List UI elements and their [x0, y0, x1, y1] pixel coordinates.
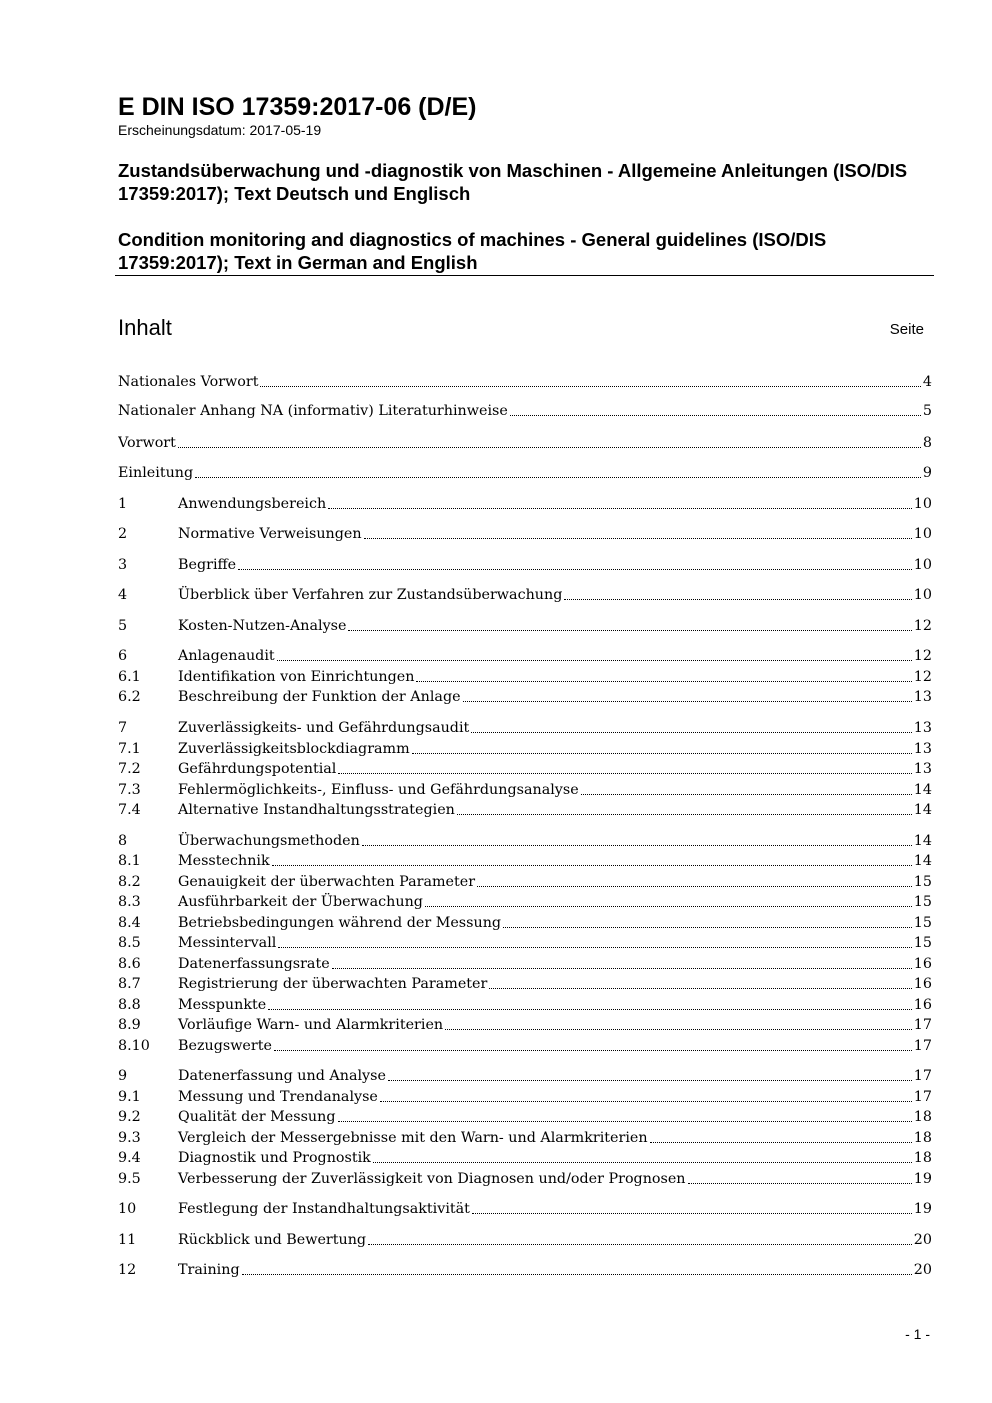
toc-entry-title: Ausführbarkeit der Überwachung — [178, 894, 423, 910]
toc-entry[interactable] — [118, 933, 932, 953]
toc-dot-leader — [338, 773, 911, 774]
toc-entry-number: 8 — [118, 833, 128, 849]
toc-entry[interactable] — [118, 1199, 932, 1219]
toc-dot-leader — [278, 947, 911, 948]
toc-entry-page: 17 — [913, 1017, 932, 1033]
toc-dot-leader — [457, 814, 912, 815]
toc-dot-leader — [373, 1162, 912, 1163]
toc-entry-title: Begriffe — [178, 557, 237, 573]
toc-entry-number: 6.1 — [118, 669, 141, 685]
toc-entry-number: 3 — [118, 557, 128, 573]
toc-dot-leader — [416, 681, 911, 682]
toc-heading: Inhalt — [118, 315, 172, 340]
toc-dot-leader — [477, 886, 912, 887]
toc-entry[interactable] — [118, 851, 932, 871]
toc-dot-leader — [380, 1101, 912, 1102]
toc-entry-page: 14 — [913, 802, 932, 818]
toc-entry-title: Normative Verweisungen — [178, 526, 362, 542]
toc-dot-leader — [412, 753, 912, 754]
toc-entry[interactable] — [118, 831, 932, 851]
toc-entry-number: 5 — [118, 618, 128, 634]
toc-entry[interactable] — [118, 1036, 932, 1056]
toc-entry-page: 5 — [922, 403, 932, 419]
toc-entry-number: 7.3 — [118, 782, 141, 798]
toc-entry-title: Betriebsbedingungen während der Messung — [178, 915, 502, 931]
toc-entry[interactable] — [118, 1107, 932, 1127]
toc-entry-title: Nationaler Anhang NA (informativ) Literaturhinweise — [118, 403, 508, 419]
toc-entry-title: Training — [178, 1262, 240, 1278]
toc-entry[interactable] — [118, 616, 932, 636]
toc-entry-number: 9.4 — [118, 1150, 141, 1166]
toc-page-heading: Seite — [889, 321, 924, 338]
toc-dot-leader — [510, 415, 921, 416]
toc-dot-leader — [272, 865, 912, 866]
toc-entry-title: Rückblick und Bewertung — [178, 1232, 367, 1248]
toc-entry-page: 15 — [913, 874, 932, 890]
toc-entry-page: 18 — [913, 1150, 932, 1166]
toc-entry-title: Datenerfassung und Analyse — [178, 1068, 386, 1084]
toc-entry-title: Einleitung — [118, 465, 194, 481]
toc-dot-leader — [348, 630, 911, 631]
toc-dot-leader — [362, 845, 912, 846]
toc-entry-title: Fehlermöglichkeits-, Einfluss- und Gefährdungsanalyse — [178, 782, 579, 798]
toc-entry-number: 7 — [118, 720, 128, 736]
toc-entry-number: 8.1 — [118, 853, 141, 869]
toc-entry-page: 20 — [913, 1262, 932, 1278]
toc-entry-title: Messtechnik — [178, 853, 270, 869]
toc-entry[interactable] — [118, 995, 932, 1015]
toc-entry-page: 10 — [913, 496, 932, 512]
toc-entry-page: 13 — [913, 689, 932, 705]
toc-entry-number: 8.5 — [118, 935, 141, 951]
toc-dot-leader — [268, 1009, 912, 1010]
toc-entry-page: 17 — [913, 1068, 932, 1084]
toc-dot-leader — [425, 906, 912, 907]
toc-entry[interactable] — [118, 463, 932, 483]
toc-entry[interactable] — [118, 1128, 932, 1148]
toc-entry-number: 11 — [118, 1232, 137, 1248]
toc-entry[interactable] — [118, 759, 932, 779]
toc-entry-title: Identifikation von Einrichtungen — [178, 669, 415, 685]
toc-entry[interactable] — [118, 555, 932, 575]
toc-dot-leader — [471, 732, 912, 733]
toc-entry-number: 8.3 — [118, 894, 141, 910]
toc-entry-number: 8.10 — [118, 1038, 150, 1054]
header-divider — [115, 275, 934, 276]
toc-entry-number: 7.1 — [118, 741, 141, 757]
toc-entry-page: 16 — [913, 976, 932, 992]
toc-entry-title: Zuverlässigkeits- und Gefährdungsaudit — [178, 720, 470, 736]
toc-entry-number: 8.9 — [118, 1017, 141, 1033]
toc-entry[interactable] — [118, 687, 932, 707]
toc-entry-page: 12 — [913, 618, 932, 634]
toc-entry-page: 17 — [913, 1038, 932, 1054]
toc-entry[interactable] — [118, 372, 932, 392]
toc-dot-leader — [503, 927, 912, 928]
toc-dot-leader — [195, 477, 921, 478]
toc-entry-page: 16 — [913, 956, 932, 972]
toc-dot-leader — [463, 701, 912, 702]
toc-entry-page: 9 — [922, 465, 932, 481]
toc-dot-leader — [260, 386, 920, 387]
toc-entry-title: Bezugswerte — [178, 1038, 272, 1054]
title-german: Zustandsüberwachung und -diagnostik von Maschinen - Allgemeine Anleitungen (ISO/DIS 17359:2017); Text Deutsch und Englisch — [118, 160, 908, 204]
toc-entry-title: Vergleich der Messergebnisse mit den Warn- und Alarmkriterien — [178, 1130, 648, 1146]
toc-dot-leader — [564, 599, 911, 600]
toc-entry-number: 8.4 — [118, 915, 141, 931]
toc-entry-page: 14 — [913, 782, 932, 798]
toc-entry-title: Messpunkte — [178, 997, 267, 1013]
document-title: E DIN ISO 17359:2017-06 (D/E) — [118, 93, 477, 121]
toc-entry-title: Qualität der Messung — [178, 1109, 336, 1125]
toc-entry-title: Genauigkeit der überwachten Parameter — [178, 874, 476, 890]
toc-entry-page: 19 — [913, 1171, 932, 1187]
toc-entry[interactable] — [118, 401, 932, 421]
toc-entry[interactable] — [118, 872, 932, 892]
toc-entry[interactable] — [118, 780, 932, 800]
toc-entry[interactable] — [118, 1148, 932, 1168]
toc-dot-leader — [688, 1183, 912, 1184]
toc-entry-number: 4 — [118, 587, 128, 603]
toc-entry-page: 15 — [913, 935, 932, 951]
toc-dot-leader — [368, 1244, 912, 1245]
toc-dot-leader — [328, 508, 912, 509]
toc-entry-number: 2 — [118, 526, 128, 542]
toc-entry-title: Registrierung der überwachten Parameter — [178, 976, 488, 992]
toc-entry-page: 13 — [913, 761, 932, 777]
toc-entry[interactable] — [118, 494, 932, 514]
toc-dot-leader — [364, 538, 912, 539]
toc-entry-title: Anlagenaudit — [178, 648, 275, 664]
toc-entry-page: 14 — [913, 853, 932, 869]
toc-entry-page: 15 — [913, 894, 932, 910]
toc-entry-title: Messung und Trendanalyse — [178, 1089, 378, 1105]
toc-entry-number: 8.6 — [118, 956, 141, 972]
toc-entry[interactable] — [118, 974, 932, 994]
toc-entry-page: 20 — [913, 1232, 932, 1248]
toc-entry-number: 7.2 — [118, 761, 141, 777]
toc-entry-page: 18 — [913, 1130, 932, 1146]
toc-entry[interactable] — [118, 1230, 932, 1250]
toc-entry[interactable] — [118, 800, 932, 820]
toc-entry-page: 10 — [913, 587, 932, 603]
toc-entry-page: 10 — [913, 526, 932, 542]
toc-entry[interactable] — [118, 718, 932, 738]
page-number: - 1 - — [905, 1326, 930, 1342]
toc-entry[interactable] — [118, 1087, 932, 1107]
toc-entry-title: Festlegung der Instandhaltungsaktivität — [178, 1201, 470, 1217]
toc-entry-title: Nationales Vorwort — [118, 374, 259, 390]
toc-entry[interactable] — [118, 892, 932, 912]
toc-entry[interactable] — [118, 1169, 932, 1189]
toc-entry-title: Beschreibung der Funktion der Anlage — [178, 689, 461, 705]
toc-entry-page: 10 — [913, 557, 932, 573]
toc-entry-page: 12 — [913, 648, 932, 664]
toc-entry[interactable] — [118, 585, 932, 605]
toc-entry-page: 12 — [913, 669, 932, 685]
toc-entry-title: Vorläufige Warn- und Alarmkriterien — [178, 1017, 444, 1033]
publication-date: Erscheinungsdatum: 2017-05-19 — [118, 122, 322, 138]
toc-entry[interactable] — [118, 667, 932, 687]
toc-dot-leader — [581, 794, 912, 795]
toc-entry-number: 1 — [118, 496, 128, 512]
toc-entry-number: 9 — [118, 1068, 128, 1084]
toc-dot-leader — [650, 1142, 912, 1143]
toc-dot-leader — [178, 447, 921, 448]
toc-entry-number: 9.5 — [118, 1171, 141, 1187]
toc-entry-number: 10 — [118, 1201, 137, 1217]
toc-entry[interactable] — [118, 1260, 932, 1280]
toc-dot-leader — [388, 1080, 912, 1081]
toc-dot-leader — [274, 1050, 912, 1051]
toc-entry-number: 6.2 — [118, 689, 141, 705]
toc-entry[interactable] — [118, 739, 932, 759]
toc-entry-number: 8.7 — [118, 976, 141, 992]
toc-dot-leader — [238, 569, 912, 570]
toc-entry-title: Verbesserung der Zuverlässigkeit von Diagnosen und/oder Prognosen — [178, 1171, 686, 1187]
toc-entry[interactable] — [118, 954, 932, 974]
toc-entry-title: Diagnostik und Prognostik — [178, 1150, 371, 1166]
toc-entry[interactable] — [118, 1066, 932, 1086]
toc-entry-page: 17 — [913, 1089, 932, 1105]
toc-entry-title: Alternative Instandhaltungsstrategien — [178, 802, 455, 818]
toc-dot-leader — [472, 1213, 912, 1214]
toc-entry-title: Anwendungsbereich — [178, 496, 327, 512]
toc-entry[interactable] — [118, 913, 932, 933]
toc-dot-leader — [445, 1029, 912, 1030]
toc-entry-number: 9.2 — [118, 1109, 141, 1125]
toc-entry-number: 7.4 — [118, 802, 141, 818]
toc-entry-page: 13 — [913, 741, 932, 757]
toc-entry[interactable] — [118, 1015, 932, 1035]
toc-entry[interactable] — [118, 646, 932, 666]
toc-entry-number: 9.3 — [118, 1130, 141, 1146]
toc-entry-number: 8.8 — [118, 997, 141, 1013]
toc-entry-title: Überwachungsmethoden — [178, 833, 360, 849]
toc-entry[interactable] — [118, 524, 932, 544]
toc-entry[interactable] — [118, 433, 932, 453]
toc-entry-title: Messintervall — [178, 935, 277, 951]
toc-dot-leader — [242, 1274, 912, 1275]
toc-dot-leader — [489, 988, 911, 989]
toc-entry-title: Überblick über Verfahren zur Zustandsüberwachung — [178, 587, 563, 603]
toc-entry-page: 13 — [913, 720, 932, 736]
toc-entry-page: 18 — [913, 1109, 932, 1125]
title-english: Condition monitoring and diagnostics of machines - General guidelines (ISO/DIS 17359:2017); Text in German and English — [118, 229, 827, 273]
toc-entry-page: 4 — [922, 374, 932, 390]
toc-entry-number: 6 — [118, 648, 128, 664]
toc-entry-title: Zuverlässigkeitsblockdiagramm — [178, 741, 410, 757]
toc-entry-page: 8 — [922, 435, 932, 451]
toc-dot-leader — [277, 660, 912, 661]
toc-entry-number: 12 — [118, 1262, 137, 1278]
toc-entry-number: 9.1 — [118, 1089, 141, 1105]
toc-entry-page: 15 — [913, 915, 932, 931]
toc-entry-title: Datenerfassungsrate — [178, 956, 330, 972]
toc-dot-leader — [332, 968, 912, 969]
toc-dot-leader — [338, 1121, 912, 1122]
toc-entry-title: Gefährdungspotential — [178, 761, 337, 777]
toc-entry-page: 19 — [913, 1201, 932, 1217]
toc-entry-title: Vorwort — [118, 435, 176, 451]
toc-entry-page: 16 — [913, 997, 932, 1013]
toc-entry-number: 8.2 — [118, 874, 141, 890]
toc-entry-title: Kosten-Nutzen-Analyse — [178, 618, 347, 634]
toc-entry-page: 14 — [913, 833, 932, 849]
